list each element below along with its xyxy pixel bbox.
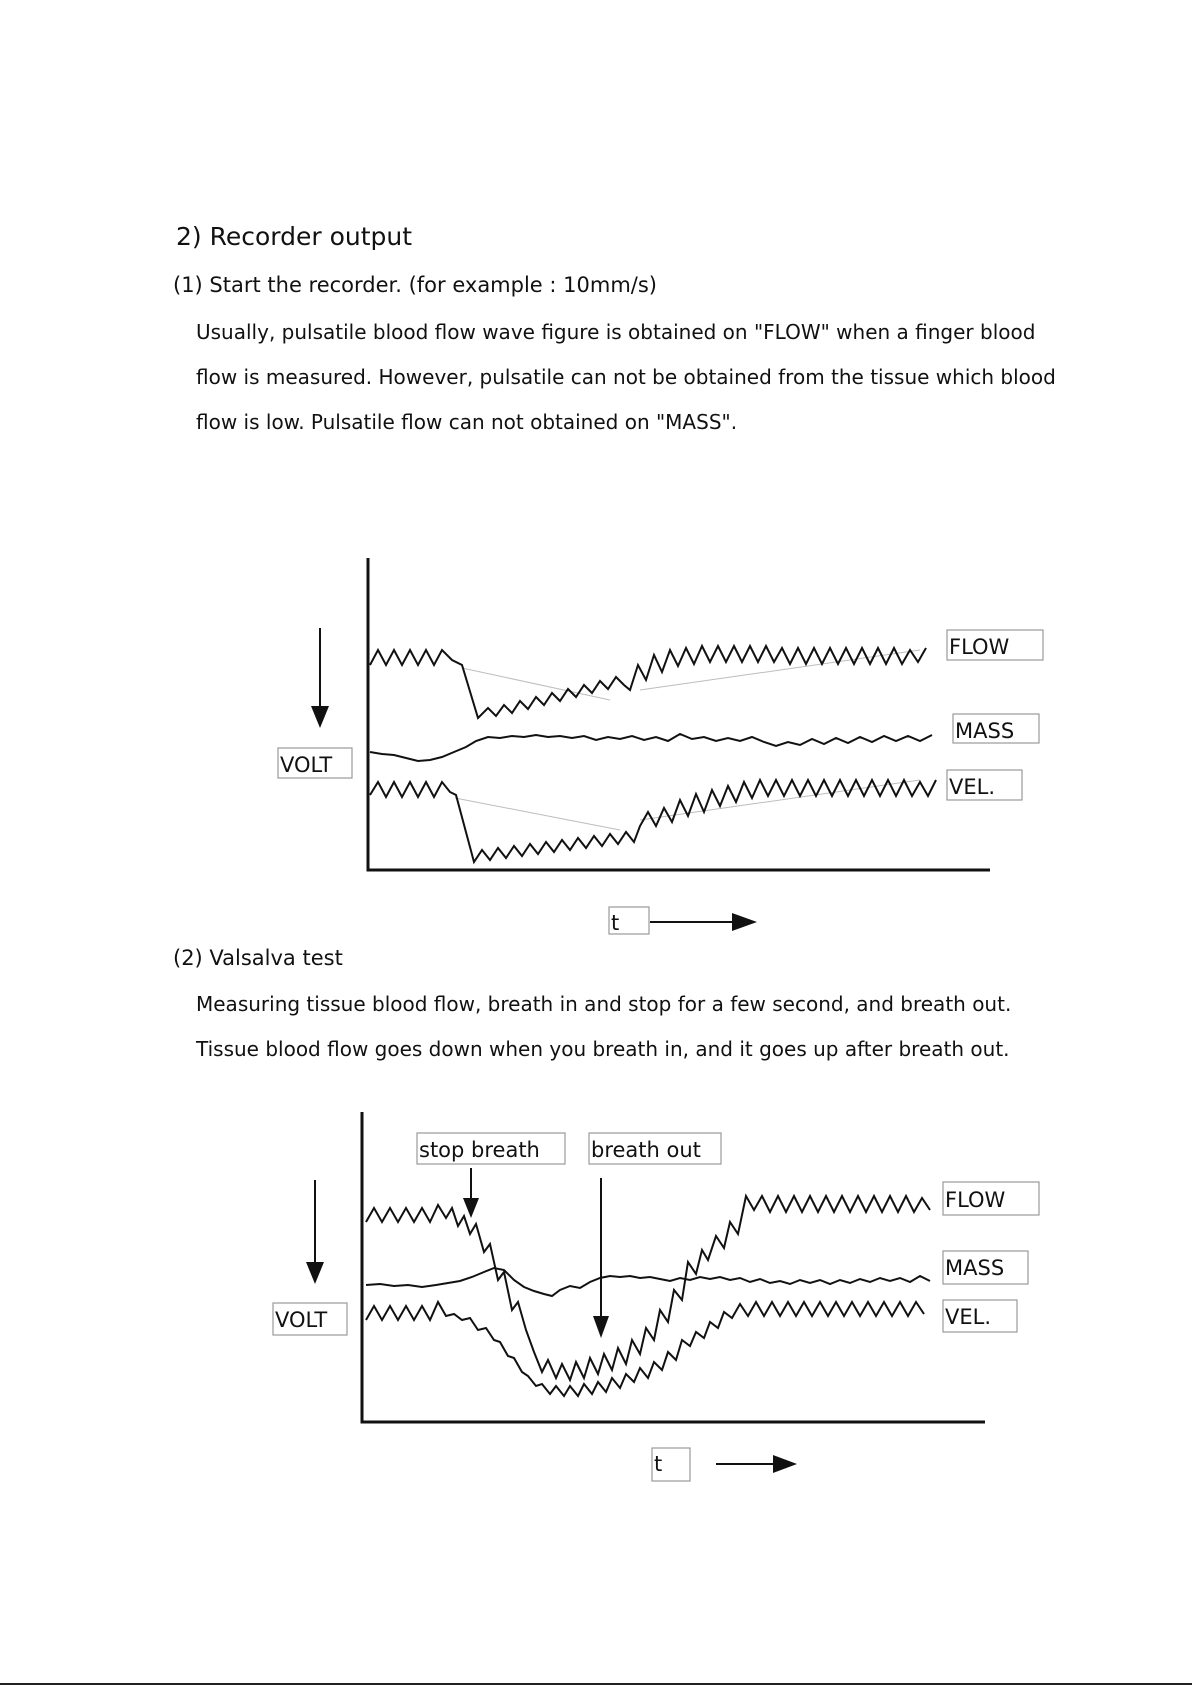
step2-line: Measuring tissue blood flow, breath in and stop for a few second, and breath out.	[196, 992, 1012, 1016]
figure2-mass-wave	[366, 1268, 930, 1296]
figure1-volt-label: VOLT	[280, 753, 333, 777]
figure1-t-label: t	[611, 911, 620, 935]
step1-line: flow is measured. However, pulsatile can not be obtained from the tissue which blood	[196, 365, 1056, 389]
step2-line: Tissue blood flow goes down when you breath in, and it goes up after breath out.	[196, 1037, 1010, 1061]
figure2-stop-breath-label: stop breath	[419, 1138, 540, 1162]
figure2-t-arrowhead	[773, 1455, 797, 1473]
figure2-t-label: t	[654, 1452, 663, 1476]
step2-heading: (2) Valsalva test	[173, 946, 343, 970]
figure2-volt-arrowhead	[306, 1262, 324, 1284]
figure2-breath-out-label: breath out	[591, 1138, 701, 1162]
step1-line: flow is low. Pulsatile flow can not obtained on "MASS".	[196, 410, 738, 434]
figure1-mass-label: MASS	[955, 719, 1015, 743]
figure1-vel-label: VEL.	[949, 775, 996, 799]
figure2-flow-wave	[366, 1196, 930, 1380]
figure1-flow-label: FLOW	[949, 635, 1010, 659]
figure2-volt-label: VOLT	[275, 1308, 328, 1332]
figure2-vel-label: VEL.	[945, 1305, 992, 1329]
figure2-stop-breath-arrowhead	[463, 1198, 479, 1218]
figure2-mass-label: MASS	[945, 1256, 1005, 1280]
step1-heading: (1) Start the recorder. (for example : 10mm/s)	[173, 273, 657, 297]
figure2-vel-wave	[366, 1302, 924, 1396]
figure2-flow-label: FLOW	[945, 1188, 1006, 1212]
section-title: 2) Recorder output	[176, 222, 413, 251]
step1-line: Usually, pulsatile blood flow wave figure is obtained on "FLOW" when a finger blood	[196, 320, 1036, 344]
figure2-breath-out-arrowhead	[593, 1316, 609, 1338]
